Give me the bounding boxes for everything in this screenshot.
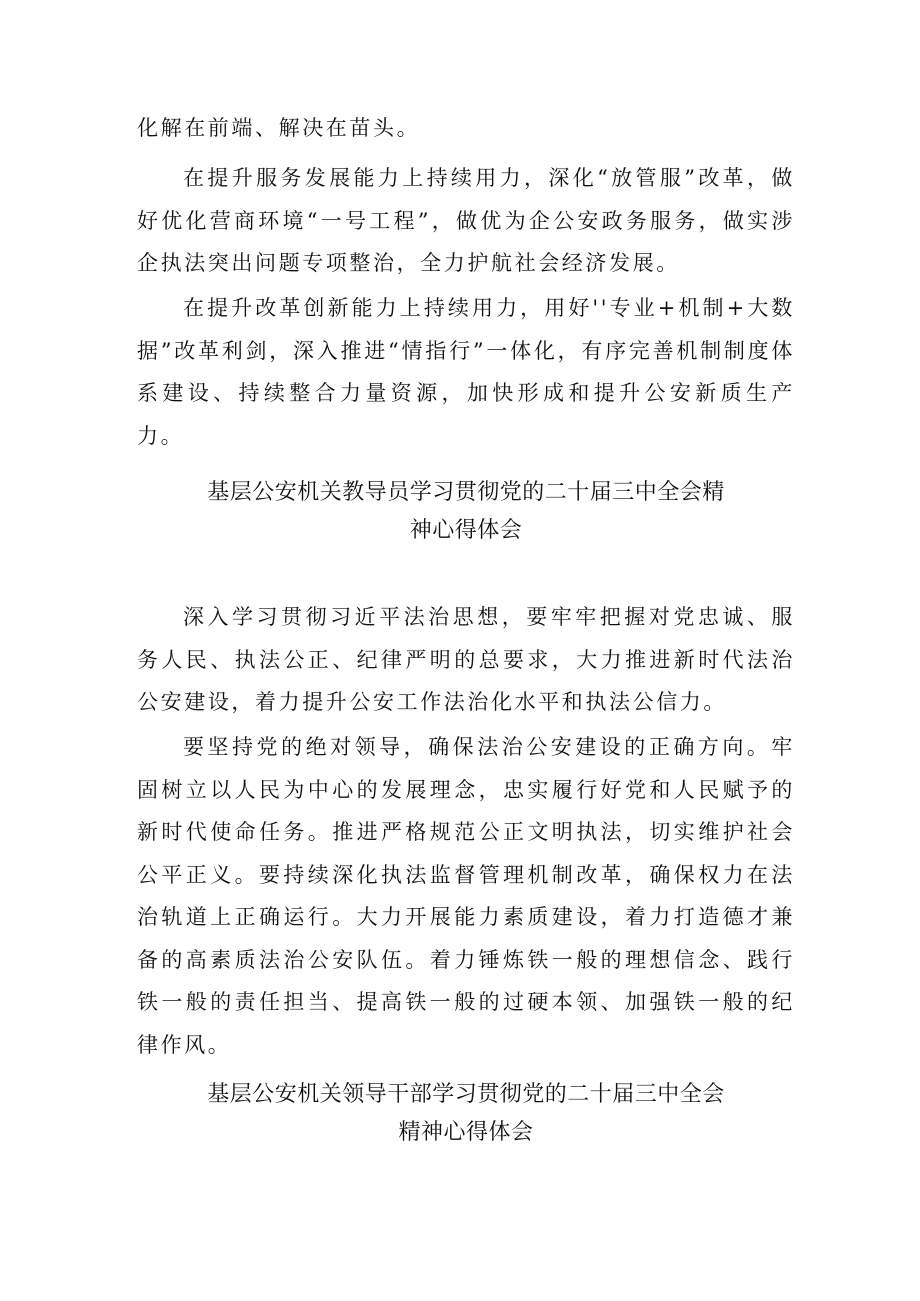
section-title-line1: 基层公安机关领导干部学习贯彻党的二十届三中全会 [207, 1082, 725, 1107]
section-title-leader [137, 1076, 795, 1152]
paragraph-continued: 化解在前端、解决在苗头。 [137, 116, 421, 140]
paragraph-rule-of-law: 深入学习贯彻习近平法治思想，要牢牢把握对党忠诚、服务人民、执法公正、纪律严明的总要求，大力推进新时代法治公安建设，着力提升公安工作法治化水平和执法公信力。 [137, 605, 795, 714]
section-title-line2: 神心得体会 [409, 518, 523, 543]
paragraph-reform-innovation: 在提升改革创新能力上持续用力，用好''专业+机制+大数据”改革利剑，深入推进“情指行”一体化，有序完善机制制度体系建设、持续整合力量资源，加快形成和提升公安新质生产力。 [137, 296, 795, 448]
section-title-line1: 基层公安机关教导员学习贯彻党的二十届三中全会精 [207, 480, 725, 505]
paragraph-party-leadership: 要坚持党的绝对领导，确保法治公安建设的正确方向。牢固树立以人民为中心的发展理念，忠实履行好党和人民赋予的新时代使命任务。推进严格规范公正文明执法，切实维护社会公平正义。要持续深化执法监督管理机制改革，确保权力在法治轨道上正确运行。大力开展能力素质建设，着力打造德才兼备的高素质法治公安队伍。着力锤炼铁一般的理想信念、践行铁一般的责任担当、提高铁一般的过硬本领、加强铁一般的纪律作风。 [137, 735, 795, 1057]
section-title-instructor [137, 474, 795, 550]
section-title-line2: 精神心得体会 [398, 1120, 534, 1145]
paragraph-service-development: 在提升服务发展能力上持续用力，深化“放管服”改革，做好优化营商环境“一号工程”，做优为企公安政务服务，做实涉企执法突出问题专项整治，全力护航社会经济发展。 [137, 166, 795, 275]
